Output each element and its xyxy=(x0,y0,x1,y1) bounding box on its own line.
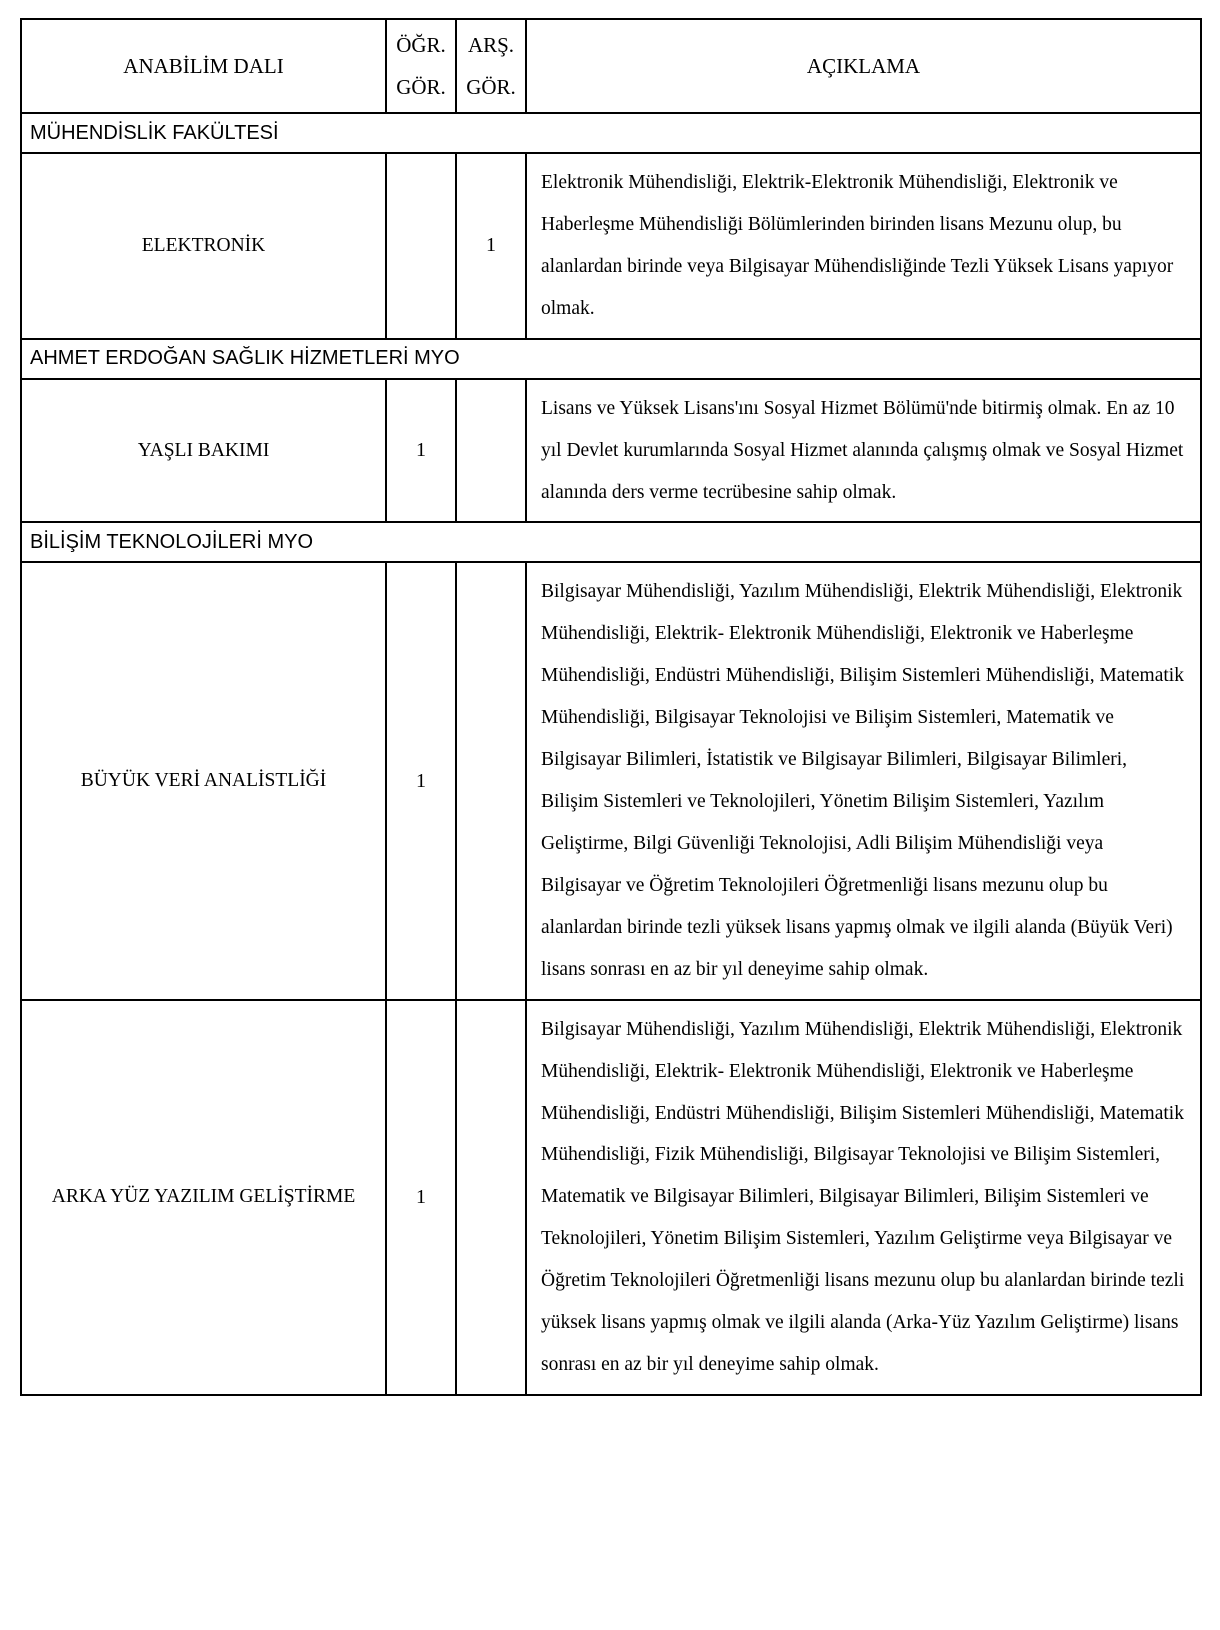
col-header-ogr-gor xyxy=(386,19,456,113)
ars-gor-count-cell xyxy=(456,379,526,523)
ogr-gor-count-cell: 1 xyxy=(386,1000,456,1395)
col-header-ars-gor xyxy=(456,19,526,113)
ars-gor-count-cell: 1 xyxy=(456,153,526,339)
section-label: MÜHENDİSLİK FAKÜLTESİ xyxy=(21,113,1201,153)
ars-gor-count-cell xyxy=(456,562,526,999)
table-row-yasli-bakimi xyxy=(21,379,1201,523)
ars-gor-count-cell xyxy=(456,1000,526,1395)
department-cell: BÜYÜK VERİ ANALİSTLİĞİ xyxy=(21,562,386,999)
description-cell: Bilgisayar Mühendisliği, Yazılım Mühendisliği, Elektrik Mühendisliği, Elektronik Mühendisliği, Elektrik- Elektronik Mühendisliği, Elektronik ve Haberleşme Mühendisliği, Endüstri Mühendisliği, Bilişim Sistemleri Mühendisliği, Matematik Mühendisliği, Fizik Mühendisliği, Bilgisayar Teknolojisi ve Bilişim Sistemleri, Matematik ve Bilgisayar Bilimleri, Bilgisayar Bilimleri, Bilişim Sistemleri ve Teknolojileri, Yönetim Bilişim Sistemleri, Yazılım Geliştirme veya Bilgisayar ve Öğretim Teknolojileri Öğretmenliği lisans mezunu olup bu alanlardan birinde tezli yüksek lisans yapmış olmak ve ilgili alanda (Arka-Yüz Yazılım Geliştirme) lisans sonrası en az bir yıl deneyime sahip olmak. xyxy=(526,1000,1201,1395)
section-row-bilisim-myo xyxy=(21,522,1201,562)
positions-table xyxy=(20,18,1202,1396)
table-row-arka-yuz xyxy=(21,1000,1201,1395)
section-label: AHMET ERDOĞAN SAĞLIK HİZMETLERİ MYO xyxy=(21,339,1201,379)
description-cell: Elektronik Mühendisliği, Elektrik-Elektronik Mühendisliği, Elektronik ve Haberleşme Mühendisliği Bölümlerinden birinden lisans Mezunu olup, bu alanlardan birinde veya Bilgisayar Mühendisliğinde Tezli Yüksek Lisans yapıyor olmak. xyxy=(526,153,1201,339)
table-row-elektronik xyxy=(21,153,1201,339)
department-cell: YAŞLI BAKIMI xyxy=(21,379,386,523)
col-header-ogr-gor-line2: GÖR. xyxy=(396,75,446,99)
col-header-ogr-gor-line1: ÖĞR. xyxy=(396,33,446,57)
ogr-gor-count-cell: 1 xyxy=(386,379,456,523)
ogr-gor-count-cell: 1 xyxy=(386,562,456,999)
col-header-ars-gor-line1: ARŞ. xyxy=(467,33,515,57)
ogr-gor-count-cell xyxy=(386,153,456,339)
department-cell: ELEKTRONİK xyxy=(21,153,386,339)
header-row xyxy=(21,19,1201,113)
col-header-department: ANABİLİM DALI xyxy=(21,19,386,113)
col-header-ars-gor-line2: GÖR. xyxy=(466,75,516,99)
department-cell: ARKA YÜZ YAZILIM GELİŞTİRME xyxy=(21,1000,386,1395)
table-row-buyuk-veri xyxy=(21,562,1201,999)
col-header-description: AÇIKLAMA xyxy=(526,19,1201,113)
section-row-saglik-myo xyxy=(21,339,1201,379)
description-cell: Bilgisayar Mühendisliği, Yazılım Mühendisliği, Elektrik Mühendisliği, Elektronik Mühendisliği, Elektrik- Elektronik Mühendisliği, Elektronik ve Haberleşme Mühendisliği, Endüstri Mühendisliği, Bilişim Sistemleri Mühendisliği, Matematik Mühendisliği, Bilgisayar Teknolojisi ve Bilişim Sistemleri, Matematik ve Bilgisayar Bilimleri, İstatistik ve Bilgisayar Bilimleri, Bilgisayar Bilimleri, Bilişim Sistemleri ve Teknolojileri, Yönetim Bilişim Sistemleri, Yazılım Geliştirme, Bilgi Güvenliği Teknolojisi, Adli Bilişim Mühendisliği veya Bilgisayar ve Öğretim Teknolojileri Öğretmenliği lisans mezunu olup bu alanlardan birinde tezli yüksek lisans yapmış olmak ve ilgili alanda (Büyük Veri) lisans sonrası en az bir yıl deneyime sahip olmak. xyxy=(526,562,1201,999)
description-cell: Lisans ve Yüksek Lisans'ını Sosyal Hizmet Bölümü'nde bitirmiş olmak. En az 10 yıl Devlet kurumlarında Sosyal Hizmet alanında çalışmış olmak ve Sosyal Hizmet alanında ders verme tecrübesine sahip olmak. xyxy=(526,379,1201,523)
section-label: BİLİŞİM TEKNOLOJİLERİ MYO xyxy=(21,522,1201,562)
section-row-muhendislik xyxy=(21,113,1201,153)
